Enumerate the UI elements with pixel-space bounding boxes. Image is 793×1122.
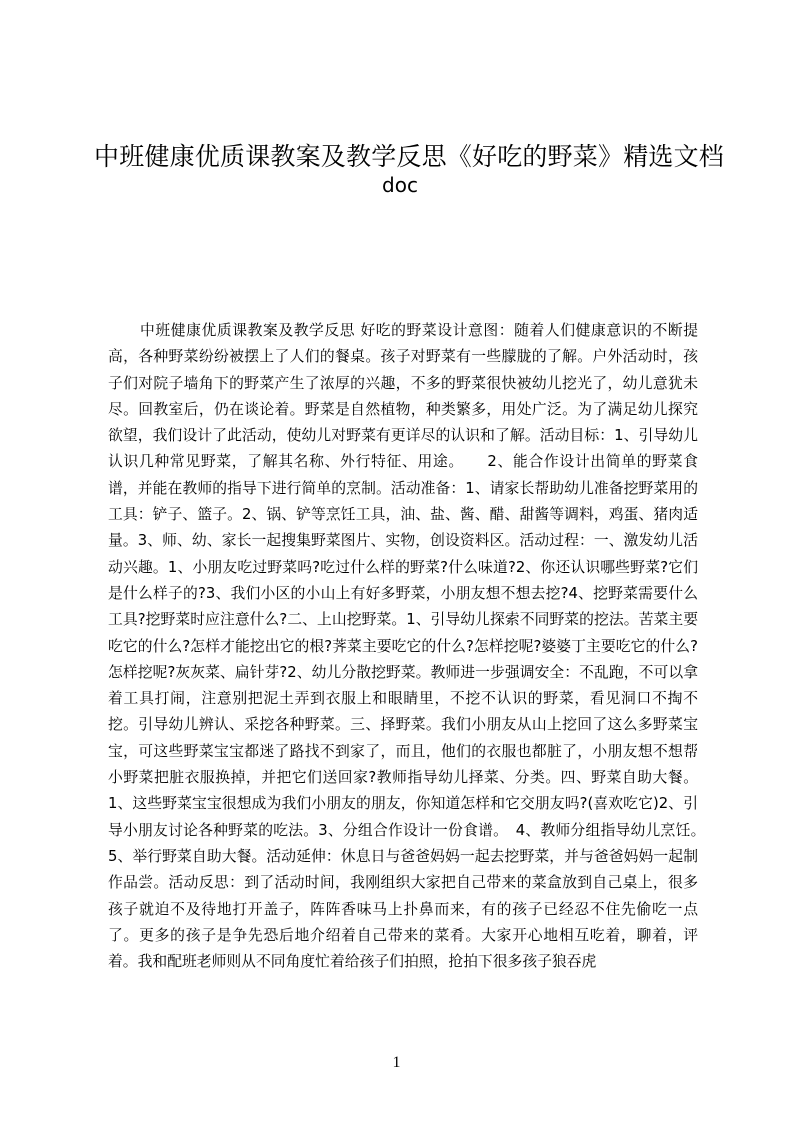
document-title-extension: doc — [382, 173, 418, 197]
page-number: 1 — [392, 1054, 401, 1071]
document-title: 中班健康优质课教案及教学反思《好吃的野菜》精选文档 — [94, 142, 725, 171]
document-body-paragraph: 中班健康优质课教案及教学反思 好吃的野菜设计意图：随着人们健康意识的不断提高，各种野菜纷纷被摆上了人们的餐桌。孩子对野菜有一些朦胧的了解。户外活动时，孩子们对院子墙角下的野菜产生了浓厚的兴趣，不多的野菜很快被幼儿挖光了，幼儿意犹未尽。回教室后，仍在谈论着。野菜是自然植物，种类繁多，用处广泛。为了满足幼儿探究欲望，我们设计了此活动，使幼儿对野菜有更详尽的认识和了解。活动目标：1、引导幼儿认识几种常见野菜，了解其名称、外行特征、用途。 2、能合作设计出简单的野菜食谱，并能在教师的指导下进行简单的烹制。活动准备：1、请家长帮助幼儿准备挖野菜用的工具：铲子、篮子。2、锅、铲等烹饪工具，油、盐、酱、醋、甜酱等调料，鸡蛋、猪肉适量。3、师、幼、家长一起搜集野菜图片、实物，创设资料区。活动过程：一、激发幼儿活动兴趣。1、小朋友吃过野菜吗?吃过什么样的野菜?什么味道?2、你还认识哪些野菜?它们是什么样子的?3、我们小区的小山上有好多野菜，小朋友想不想去挖?4、挖野菜需要什么工具?挖野菜时应注意什么?二、上山挖野菜。1、引导幼儿探索不同野菜的挖法。苦菜主要吃它的什么?怎样才能挖出它的根?荠菜主要吃它的什么?怎样挖呢?婆婆丁主要吃它的什么?怎样挖呢?灰灰菜、扁针芽?2、幼儿分散挖野菜。教师进一步强调安全：不乱跑，不可以拿着工具打闹，注意别把泥土弄到衣服上和眼睛里，不挖不认识的野菜，看见洞口不掏不挖。引导幼儿辨认、采挖各种野菜。三、择野菜。我们小朋友从山上挖回了这么多野菜宝宝，可这些野菜宝宝都迷了路找不到家了，而且，他们的衣服也都脏了，小朋友想不想帮小野菜把脏衣服换掉，并把它们送回家?教师指导幼儿择菜、分类。四、野菜自助大餐。1、这些野菜宝宝很想成为我们小朋友的朋友，你知道怎样和它交朋友吗?(喜欢吃它)2、引导小朋友讨论各种野菜的吃法。3、分组合作设计一份食谱。 4、教师分组指导幼儿烹饪。 5、举行野菜自助大餐。活动延伸：休息日与爸爸妈妈一起去挖野菜，并与爸爸妈妈一起制作品尝。活动反思：到了活动时间，我刚组织大家把自己带来的菜盒放到自己桌上，很多孩子就迫不及待地打开盖子，阵阵香味马上扑鼻而来，有的孩子已经忍不住先偷吃一点了。更多的孩子是争先恐后地介绍着自己带来的菜肴。大家开心地相互吃着，聊着，评着。我和配班老师则从不同角度忙着给孩子们拍照，抢拍下很多孩子狼吞虎 — [108, 322, 713, 971]
